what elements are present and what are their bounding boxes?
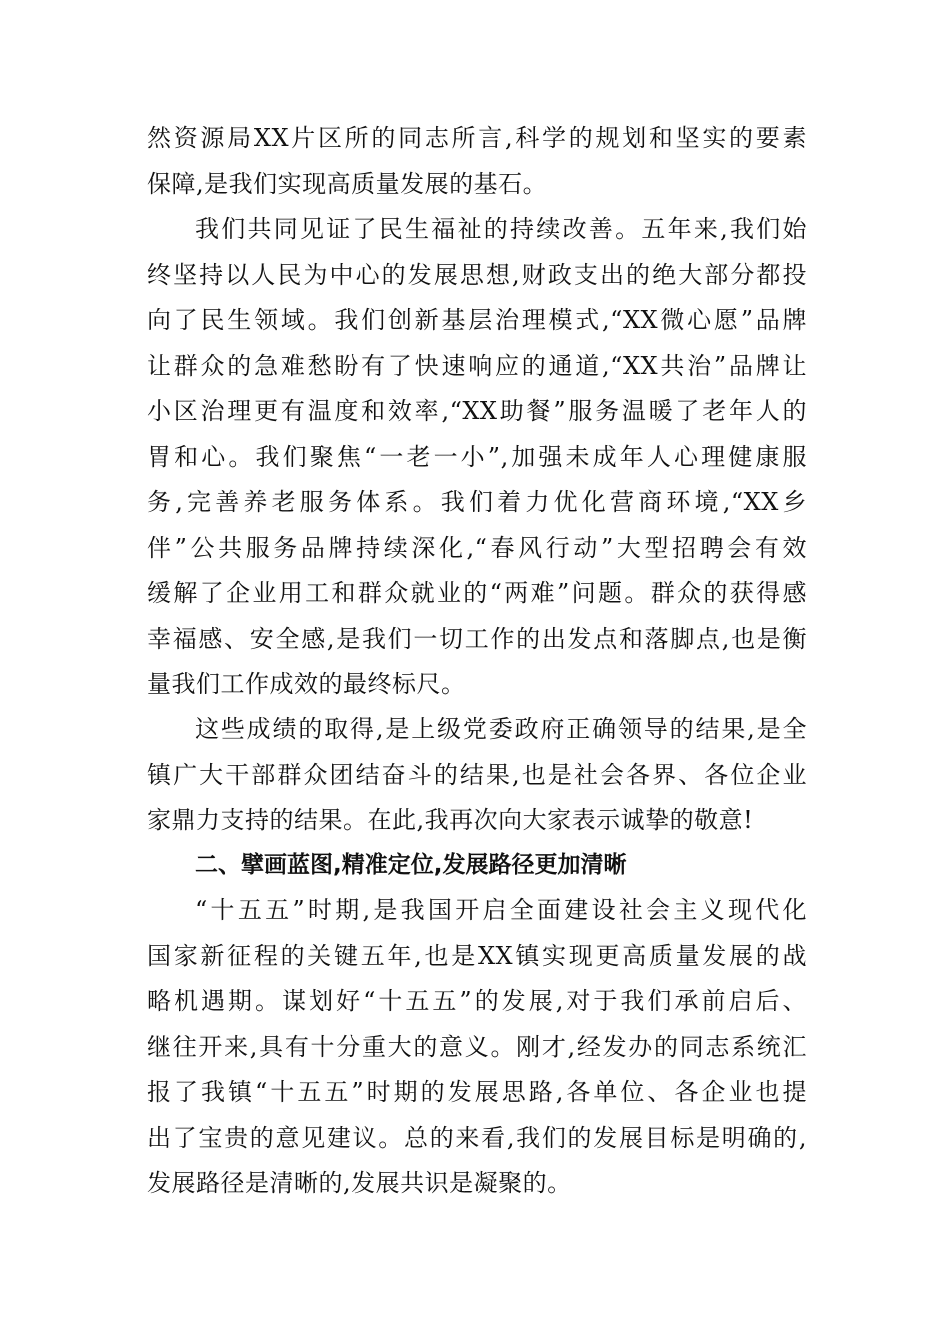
text-line: 让群众的急难愁盼有了快速响应的通道,“XX共治”品牌让 (147, 351, 807, 380)
paragraph-1 (147, 116, 807, 207)
section-heading: 二、擘画蓝图,精准定位,发展路径更加清晰 (195, 852, 627, 878)
text-line: 报了我镇“十五五”时期的发展思路,各单位、各企业也提 (147, 1078, 807, 1106)
text-line: 向了民生领域。我们创新基层治理模式,“XX微心愿”品牌 (147, 306, 807, 334)
text-line: 量我们工作成效的最终标尺。 (147, 670, 466, 698)
paragraph-2 (147, 207, 807, 708)
text-line: 发展路径是清晰的,发展共识是凝聚的。 (147, 1169, 572, 1197)
paragraph-4 (147, 888, 807, 1207)
text-line: 缓解了企业用工和群众就业的“两难”问题。群众的获得感 (147, 579, 807, 607)
text-line: 务,完善养老服务体系。我们着力优化营商环境,“XX乡 (147, 488, 807, 516)
text-line: 这些成绩的取得,是上级党委政府正确领导的结果,是全 (195, 715, 807, 743)
text-line: 国家新征程的关键五年,也是XX镇实现更高质量发展的战 (147, 941, 807, 970)
text-line: “十五五”时期,是我国开启全面建设社会主义现代化 (195, 896, 807, 924)
text-line: 略机遇期。谋划好“十五五”的发展,对于我们承前启后、 (147, 987, 807, 1015)
text-line: 继往开来,具有十分重大的意义。刚才,经发办的同志系统汇 (147, 1032, 807, 1061)
text-line: 出了宝贵的意见建议。总的来看,我们的发展目标是明确的, (147, 1123, 807, 1152)
text-line: 幸福感、安全感,是我们一切工作的出发点和落脚点,也是衡 (147, 624, 807, 653)
text-line: 胃和心。我们聚焦“一老一小”,加强未成年人心理健康服 (147, 442, 807, 471)
text-line: 小区治理更有温度和效率,“XX助餐”服务温暖了老年人的 (147, 397, 807, 425)
section-heading-block (147, 843, 807, 889)
paragraph-3 (147, 707, 807, 844)
text-line: 保障,是我们实现高质量发展的基石。 (147, 169, 548, 198)
text-line: 镇广大干部群众团结奋斗的结果,也是社会各界、各位企业 (147, 760, 807, 789)
text-line: 家鼎力支持的结果。在此,我再次向大家表示诚挚的敬意! (147, 806, 754, 834)
text-line: 终坚持以人民为中心的发展思想,财政支出的绝大部分都投 (147, 260, 807, 289)
text-line: 然资源局XX片区所的同志所言,科学的规划和坚实的要素 (147, 124, 807, 152)
text-line: 伴”公共服务品牌持续深化,“春风行动”大型招聘会有效 (147, 533, 807, 562)
text-line: 我们共同见证了民生福祉的持续改善。五年来,我们始 (195, 215, 807, 243)
